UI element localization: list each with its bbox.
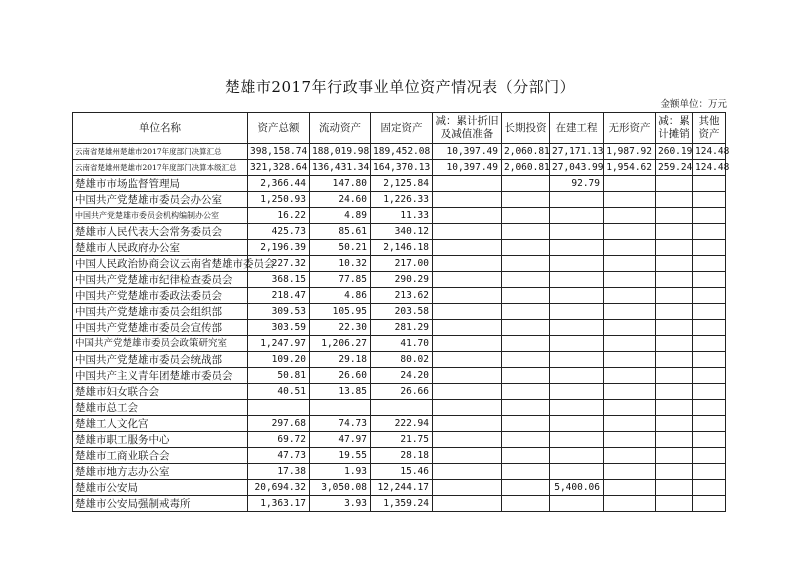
value-cell bbox=[550, 320, 604, 336]
value-cell bbox=[550, 256, 604, 272]
value-cell bbox=[502, 416, 550, 432]
value-cell bbox=[656, 400, 693, 416]
value-cell bbox=[433, 336, 502, 352]
value-cell: 92.79 bbox=[550, 176, 604, 192]
value-cell: 147.80 bbox=[310, 176, 371, 192]
value-cell: 309.53 bbox=[248, 304, 310, 320]
value-cell bbox=[502, 480, 550, 496]
value-cell: 136,431.34 bbox=[310, 160, 371, 176]
table-row bbox=[73, 304, 726, 320]
unit-name-cell: 中国共产党楚雄市委员会政策研究室 bbox=[73, 336, 248, 352]
value-cell bbox=[433, 304, 502, 320]
value-cell bbox=[550, 336, 604, 352]
value-cell: 213.62 bbox=[371, 288, 433, 304]
value-cell: 80.02 bbox=[371, 352, 433, 368]
value-cell bbox=[604, 192, 656, 208]
unit-name-cell: 楚雄市人民政府办公室 bbox=[73, 240, 248, 256]
table-row bbox=[73, 272, 726, 288]
table-header-row bbox=[73, 113, 726, 144]
value-cell bbox=[604, 288, 656, 304]
value-cell: 1,206.27 bbox=[310, 336, 371, 352]
value-cell bbox=[693, 336, 726, 352]
value-cell bbox=[656, 480, 693, 496]
value-cell bbox=[433, 480, 502, 496]
value-cell: 12,244.17 bbox=[371, 480, 433, 496]
value-cell: 4.89 bbox=[310, 208, 371, 224]
value-cell: 2,366.44 bbox=[248, 176, 310, 192]
page-title: 楚雄市2017年行政事业单位资产情况表（分部门） bbox=[224, 78, 576, 96]
value-cell bbox=[550, 496, 604, 512]
value-cell: 10,397.49 bbox=[433, 144, 502, 160]
value-cell bbox=[604, 448, 656, 464]
value-cell bbox=[550, 448, 604, 464]
value-cell: 368.15 bbox=[248, 272, 310, 288]
unit-name-cell: 楚雄市职工服务中心 bbox=[73, 432, 248, 448]
unit-name-cell: 楚雄市总工会 bbox=[73, 400, 248, 416]
table-row bbox=[73, 432, 726, 448]
unit-name-cell: 中国共产主义青年团楚雄市委员会 bbox=[73, 368, 248, 384]
value-cell bbox=[433, 464, 502, 480]
value-cell: 1,359.24 bbox=[371, 496, 433, 512]
value-cell bbox=[502, 496, 550, 512]
table-row bbox=[73, 208, 726, 224]
table-row bbox=[73, 192, 726, 208]
table-row bbox=[73, 160, 726, 176]
value-cell bbox=[433, 368, 502, 384]
value-cell: 188,019.98 bbox=[310, 144, 371, 160]
value-cell bbox=[433, 416, 502, 432]
value-cell: 15.46 bbox=[371, 464, 433, 480]
header-cell: 固定资产 bbox=[371, 113, 433, 144]
value-cell: 11.33 bbox=[371, 208, 433, 224]
value-cell bbox=[433, 192, 502, 208]
value-cell bbox=[656, 192, 693, 208]
value-cell bbox=[550, 208, 604, 224]
value-cell bbox=[604, 400, 656, 416]
value-cell bbox=[604, 304, 656, 320]
value-cell: 109.20 bbox=[248, 352, 310, 368]
unit-name-cell: 中国共产党楚雄市纪律检查委员会 bbox=[73, 272, 248, 288]
value-cell bbox=[693, 496, 726, 512]
value-cell bbox=[433, 496, 502, 512]
value-cell: 27,043.99 bbox=[550, 160, 604, 176]
value-cell bbox=[433, 176, 502, 192]
unit-name-cell: 楚雄市妇女联合会 bbox=[73, 384, 248, 400]
value-cell bbox=[550, 304, 604, 320]
value-cell bbox=[502, 288, 550, 304]
value-cell bbox=[502, 352, 550, 368]
value-cell bbox=[693, 176, 726, 192]
value-cell: 3.93 bbox=[310, 496, 371, 512]
value-cell: 164,370.13 bbox=[371, 160, 433, 176]
value-cell: 1,247.97 bbox=[248, 336, 310, 352]
value-cell: 40.51 bbox=[248, 384, 310, 400]
value-cell: 21.75 bbox=[371, 432, 433, 448]
asset-table bbox=[72, 112, 730, 512]
value-cell bbox=[433, 320, 502, 336]
value-cell bbox=[502, 256, 550, 272]
value-cell: 41.70 bbox=[371, 336, 433, 352]
value-cell bbox=[433, 352, 502, 368]
value-cell bbox=[502, 208, 550, 224]
value-cell bbox=[604, 272, 656, 288]
table-row bbox=[73, 256, 726, 272]
value-cell bbox=[656, 448, 693, 464]
table-row bbox=[73, 352, 726, 368]
value-cell: 26.66 bbox=[371, 384, 433, 400]
value-cell bbox=[550, 288, 604, 304]
table-row bbox=[73, 400, 726, 416]
table-row bbox=[73, 336, 726, 352]
value-cell: 50.21 bbox=[310, 240, 371, 256]
value-cell bbox=[502, 336, 550, 352]
value-cell bbox=[604, 384, 656, 400]
value-cell: 1,363.17 bbox=[248, 496, 310, 512]
value-cell bbox=[693, 384, 726, 400]
value-cell bbox=[604, 496, 656, 512]
unit-name-cell: 中国共产党楚雄市委员会机构编制办公室 bbox=[73, 208, 248, 224]
header-cell: 流动资产 bbox=[310, 113, 371, 144]
value-cell bbox=[550, 352, 604, 368]
value-cell bbox=[693, 464, 726, 480]
value-cell: 69.72 bbox=[248, 432, 310, 448]
value-cell: 22.30 bbox=[310, 320, 371, 336]
value-cell: 260.19 bbox=[656, 144, 693, 160]
unit-name-cell: 中国共产党楚雄市委员会组织部 bbox=[73, 304, 248, 320]
unit-name-cell: 中国人民政治协商会议云南省楚雄市委员会 bbox=[73, 256, 248, 272]
value-cell bbox=[550, 416, 604, 432]
value-cell: 10,397.49 bbox=[433, 160, 502, 176]
value-cell: 1,226.33 bbox=[371, 192, 433, 208]
value-cell: 28.18 bbox=[371, 448, 433, 464]
unit-name-cell: 中国共产党楚雄市委政法委员会 bbox=[73, 288, 248, 304]
value-cell bbox=[550, 384, 604, 400]
table-row bbox=[73, 496, 726, 512]
value-cell: 1.93 bbox=[310, 464, 371, 480]
value-cell: 189,452.08 bbox=[371, 144, 433, 160]
unit-name-cell: 楚雄市人民代表大会常务委员会 bbox=[73, 224, 248, 240]
header-cell: 长期投资 bbox=[502, 113, 550, 144]
value-cell bbox=[604, 416, 656, 432]
value-cell: 16.22 bbox=[248, 208, 310, 224]
value-cell: 85.61 bbox=[310, 224, 371, 240]
value-cell bbox=[502, 304, 550, 320]
value-cell bbox=[693, 240, 726, 256]
value-cell bbox=[693, 288, 726, 304]
value-cell: 297.68 bbox=[248, 416, 310, 432]
value-cell bbox=[693, 352, 726, 368]
value-cell bbox=[656, 336, 693, 352]
table-row bbox=[73, 176, 726, 192]
value-cell bbox=[656, 496, 693, 512]
value-cell bbox=[656, 208, 693, 224]
value-cell: 124.48 bbox=[693, 160, 726, 176]
value-cell bbox=[550, 240, 604, 256]
table-row bbox=[73, 240, 726, 256]
value-cell: 218.47 bbox=[248, 288, 310, 304]
value-cell: 3,050.08 bbox=[310, 480, 371, 496]
value-cell: 29.18 bbox=[310, 352, 371, 368]
table-row bbox=[73, 288, 726, 304]
value-cell bbox=[502, 192, 550, 208]
unit-name-cell: 云南省楚雄州楚雄市2017年度部门决算本级汇总 bbox=[73, 160, 248, 176]
value-cell bbox=[693, 400, 726, 416]
unit-name-cell: 楚雄市公安局强制戒毒所 bbox=[73, 496, 248, 512]
value-cell bbox=[656, 320, 693, 336]
value-cell bbox=[604, 352, 656, 368]
value-cell bbox=[433, 448, 502, 464]
value-cell: 340.12 bbox=[371, 224, 433, 240]
header-cell: 资产总额 bbox=[248, 113, 310, 144]
table-row bbox=[73, 416, 726, 432]
table-row bbox=[73, 144, 726, 160]
value-cell bbox=[433, 432, 502, 448]
unit-name-cell: 楚雄工人文化宫 bbox=[73, 416, 248, 432]
value-cell bbox=[693, 272, 726, 288]
unit-name-cell: 云南省楚雄州楚雄市2017年度部门决算汇总 bbox=[73, 144, 248, 160]
value-cell bbox=[502, 320, 550, 336]
table-row bbox=[73, 448, 726, 464]
value-cell: 47.97 bbox=[310, 432, 371, 448]
value-cell: 124.48 bbox=[693, 144, 726, 160]
value-cell: 398,158.74 bbox=[248, 144, 310, 160]
value-cell: 19.55 bbox=[310, 448, 371, 464]
value-cell: 227.32 bbox=[248, 256, 310, 272]
value-cell: 1,987.92 bbox=[604, 144, 656, 160]
unit-name-cell: 楚雄市市场监督管理局 bbox=[73, 176, 248, 192]
value-cell: 2,125.84 bbox=[371, 176, 433, 192]
value-cell: 10.32 bbox=[310, 256, 371, 272]
value-cell: 303.59 bbox=[248, 320, 310, 336]
value-cell bbox=[502, 432, 550, 448]
value-cell bbox=[550, 224, 604, 240]
value-cell bbox=[604, 256, 656, 272]
value-cell: 74.73 bbox=[310, 416, 371, 432]
value-cell bbox=[502, 224, 550, 240]
header-cell: 无形资产 bbox=[604, 113, 656, 144]
value-cell bbox=[310, 400, 371, 416]
table-row bbox=[73, 320, 726, 336]
value-cell bbox=[502, 400, 550, 416]
value-cell bbox=[604, 464, 656, 480]
value-cell bbox=[656, 288, 693, 304]
value-cell bbox=[604, 336, 656, 352]
header-cell: 单位名称 bbox=[73, 113, 248, 144]
value-cell bbox=[604, 480, 656, 496]
value-cell bbox=[502, 240, 550, 256]
value-cell bbox=[693, 208, 726, 224]
value-cell bbox=[433, 256, 502, 272]
header-cell: 在建工程 bbox=[550, 113, 604, 144]
value-cell: 1,250.93 bbox=[248, 192, 310, 208]
header-cell: 其他资产 bbox=[693, 113, 726, 144]
value-cell bbox=[433, 400, 502, 416]
unit-name-cell: 中国共产党楚雄市委员会宣传部 bbox=[73, 320, 248, 336]
value-cell bbox=[693, 192, 726, 208]
value-cell: 5,400.06 bbox=[550, 480, 604, 496]
value-cell: 4.86 bbox=[310, 288, 371, 304]
table-row bbox=[73, 368, 726, 384]
value-cell bbox=[656, 416, 693, 432]
header-cell: 减：累计折旧及减值准备 bbox=[433, 113, 502, 144]
value-cell bbox=[656, 240, 693, 256]
value-cell: 425.73 bbox=[248, 224, 310, 240]
value-cell bbox=[656, 176, 693, 192]
value-cell: 26.60 bbox=[310, 368, 371, 384]
value-cell bbox=[550, 432, 604, 448]
value-cell bbox=[656, 464, 693, 480]
value-cell bbox=[604, 240, 656, 256]
value-cell bbox=[693, 416, 726, 432]
value-cell bbox=[502, 464, 550, 480]
value-cell: 105.95 bbox=[310, 304, 371, 320]
value-cell bbox=[433, 384, 502, 400]
value-cell bbox=[656, 224, 693, 240]
value-cell: 77.85 bbox=[310, 272, 371, 288]
value-cell bbox=[693, 304, 726, 320]
value-cell: 222.94 bbox=[371, 416, 433, 432]
value-cell bbox=[550, 272, 604, 288]
table-row bbox=[73, 464, 726, 480]
value-cell bbox=[604, 368, 656, 384]
value-cell bbox=[433, 288, 502, 304]
value-cell bbox=[433, 208, 502, 224]
value-cell bbox=[656, 432, 693, 448]
value-cell bbox=[604, 176, 656, 192]
value-cell bbox=[604, 432, 656, 448]
table-row bbox=[73, 384, 726, 400]
value-cell bbox=[604, 224, 656, 240]
value-cell bbox=[502, 368, 550, 384]
value-cell: 47.73 bbox=[248, 448, 310, 464]
unit-name-cell: 中国共产党楚雄市委员会统战部 bbox=[73, 352, 248, 368]
value-cell: 17.38 bbox=[248, 464, 310, 480]
value-cell bbox=[656, 352, 693, 368]
value-cell: 217.00 bbox=[371, 256, 433, 272]
value-cell bbox=[656, 256, 693, 272]
value-cell bbox=[502, 384, 550, 400]
value-cell: 2,060.81 bbox=[502, 160, 550, 176]
value-cell bbox=[693, 320, 726, 336]
value-cell: 20,694.32 bbox=[248, 480, 310, 496]
value-cell bbox=[693, 256, 726, 272]
unit-name-cell: 楚雄市公安局 bbox=[73, 480, 248, 496]
value-cell bbox=[433, 272, 502, 288]
header-cell: 减：累计摊销 bbox=[656, 113, 693, 144]
table-row bbox=[73, 224, 726, 240]
value-cell: 203.58 bbox=[371, 304, 433, 320]
value-cell bbox=[550, 400, 604, 416]
value-cell: 13.85 bbox=[310, 384, 371, 400]
value-cell bbox=[502, 176, 550, 192]
value-cell: 24.60 bbox=[310, 192, 371, 208]
value-cell: 1,954.62 bbox=[604, 160, 656, 176]
table-row bbox=[73, 480, 726, 496]
value-cell: 24.20 bbox=[371, 368, 433, 384]
value-cell bbox=[550, 464, 604, 480]
value-cell bbox=[550, 192, 604, 208]
value-cell bbox=[433, 240, 502, 256]
value-cell bbox=[604, 208, 656, 224]
value-cell: 2,196.39 bbox=[248, 240, 310, 256]
value-cell: 281.29 bbox=[371, 320, 433, 336]
value-cell: 259.24 bbox=[656, 160, 693, 176]
value-cell bbox=[693, 448, 726, 464]
value-cell bbox=[656, 272, 693, 288]
value-cell bbox=[248, 400, 310, 416]
table-body bbox=[73, 144, 730, 512]
value-cell bbox=[656, 384, 693, 400]
unit-name-cell: 中国共产党楚雄市委员会办公室 bbox=[73, 192, 248, 208]
value-cell bbox=[693, 224, 726, 240]
value-cell bbox=[693, 368, 726, 384]
value-cell: 290.29 bbox=[371, 272, 433, 288]
value-cell bbox=[502, 272, 550, 288]
unit-name-cell: 楚雄市工商业联合会 bbox=[73, 448, 248, 464]
value-cell bbox=[656, 368, 693, 384]
value-cell bbox=[693, 432, 726, 448]
value-cell bbox=[550, 368, 604, 384]
value-cell bbox=[604, 320, 656, 336]
value-cell: 321,328.64 bbox=[248, 160, 310, 176]
value-cell bbox=[433, 224, 502, 240]
value-cell bbox=[656, 304, 693, 320]
unit-label: 金额单位：万元 bbox=[660, 99, 727, 110]
value-cell: 27,171.13 bbox=[550, 144, 604, 160]
value-cell: 2,060.81 bbox=[502, 144, 550, 160]
value-cell: 50.81 bbox=[248, 368, 310, 384]
unit-name-cell: 楚雄市地方志办公室 bbox=[73, 464, 248, 480]
value-cell bbox=[693, 480, 726, 496]
value-cell bbox=[502, 448, 550, 464]
value-cell: 2,146.18 bbox=[371, 240, 433, 256]
value-cell bbox=[371, 400, 433, 416]
